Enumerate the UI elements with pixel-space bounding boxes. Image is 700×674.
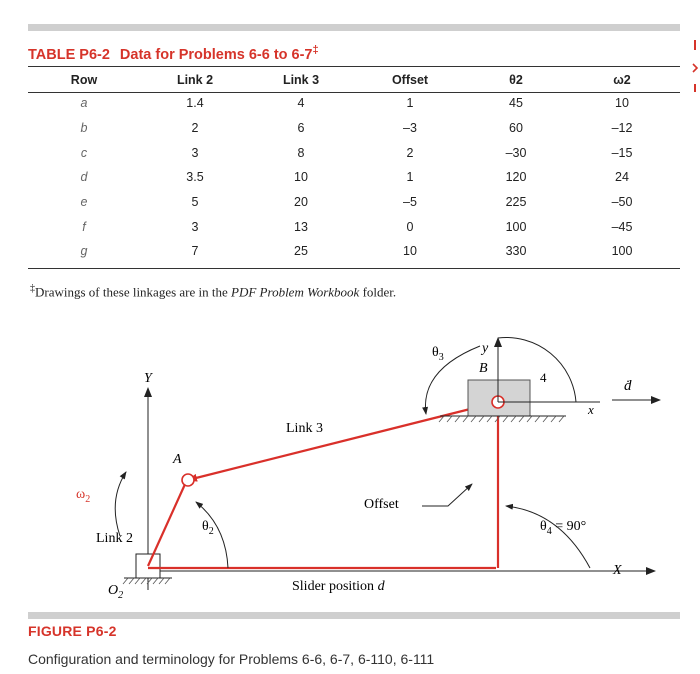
- row-label-cell: e: [80, 195, 88, 210]
- theta3-label-sub: 3: [438, 352, 444, 363]
- omega2-arrow: [115, 472, 126, 536]
- table-title-text: Data for Problems 6-6 to 6-7: [119, 46, 313, 63]
- table-title: [28, 44, 319, 63]
- table-cell: 20: [294, 195, 308, 210]
- table-cell: 1: [406, 170, 414, 185]
- omega2-label-sub: 2: [85, 494, 91, 505]
- top-rule-bar: [28, 24, 680, 31]
- table-cell: 10: [615, 96, 629, 111]
- table-cell: 120: [505, 170, 527, 185]
- theta2-label: [202, 519, 214, 537]
- table-title-mark: ‡: [312, 44, 319, 56]
- table-cell: 45: [509, 96, 523, 111]
- joint-a: [182, 474, 194, 486]
- link-3: [188, 402, 498, 480]
- table-cell: 1: [406, 96, 414, 111]
- table-cell: –30: [505, 145, 527, 160]
- omega2-label-main: ω: [76, 487, 86, 502]
- table-row: [28, 116, 680, 141]
- row-label-cell: a: [80, 96, 88, 111]
- link4-label: 4: [540, 370, 547, 385]
- table-cell: 60: [509, 121, 523, 136]
- table-cell: –3: [403, 121, 417, 136]
- footnote-text-after: folder.: [359, 284, 397, 300]
- theta4-label-main: θ: [540, 519, 547, 534]
- o2-label: [108, 583, 123, 601]
- table-cell: 5: [191, 195, 199, 210]
- table-row: [28, 140, 680, 165]
- table-cell: 3: [191, 219, 199, 234]
- table-cell: 330: [505, 244, 527, 259]
- table-cell: –50: [611, 195, 633, 210]
- omega2-label: [76, 487, 90, 505]
- table-row: [28, 91, 680, 116]
- theta4-label: [540, 519, 586, 537]
- footnote-text-before: Drawings of these linkages are in the: [35, 284, 232, 300]
- figure-label: FIGURE P6-2: [28, 623, 117, 639]
- header-offset: Offset: [391, 72, 429, 87]
- page-edge-marks: [690, 40, 700, 100]
- table-cell: 2: [191, 121, 199, 136]
- table-header-row: [28, 68, 680, 91]
- header-link2: Link 2: [176, 72, 214, 87]
- table-cell: –45: [611, 219, 633, 234]
- joint-b-label: B: [479, 361, 488, 376]
- table-cell: 10: [403, 244, 417, 259]
- slider-position-text: Slider position: [292, 579, 378, 594]
- table-cell: 100: [611, 244, 633, 259]
- y-axis-label: Y: [144, 371, 152, 386]
- table-cell: 7: [191, 244, 199, 259]
- theta4-label-sub: 4: [546, 526, 552, 537]
- table-cell: 8: [297, 145, 305, 160]
- header-row: Row: [70, 72, 98, 87]
- table-cell: –15: [611, 145, 633, 160]
- table-cell: 1.4: [186, 96, 204, 111]
- local-y-label: y: [482, 341, 489, 356]
- table-top-rule: [28, 66, 680, 67]
- table-row: [28, 190, 680, 215]
- table-cell: –12: [611, 121, 633, 136]
- link3-label: Link 3: [286, 421, 323, 436]
- table-cell: 24: [615, 170, 629, 185]
- slider-position-d: d: [377, 579, 385, 594]
- table-cell: 4: [297, 96, 305, 111]
- row-label-cell: b: [80, 121, 88, 136]
- theta4-arc: [506, 506, 590, 568]
- row-label-cell: g: [80, 244, 88, 259]
- link-2: [148, 482, 186, 566]
- table-cell: 225: [505, 195, 527, 210]
- offset-label: Offset: [364, 497, 399, 512]
- table-cell: 13: [294, 219, 308, 234]
- table-label: TABLE P6-2: [28, 46, 110, 63]
- table-cell: 100: [505, 219, 527, 234]
- table-cell: –5: [403, 195, 417, 210]
- header-link3: Link 3: [282, 72, 320, 87]
- theta3-label-main: θ: [432, 345, 439, 360]
- header-omega2: ω2: [613, 72, 631, 87]
- table-bottom-rule: [28, 268, 680, 269]
- table-cell: 0: [406, 219, 414, 234]
- table-row: [28, 165, 680, 190]
- row-label-cell: d: [80, 170, 88, 185]
- row-label-cell: c: [80, 145, 88, 160]
- local-x-label: x: [588, 402, 594, 417]
- slider-velocity-label: ḋ: [624, 378, 632, 394]
- offset-leader: [422, 484, 472, 506]
- table-row: [28, 214, 680, 239]
- footnote-mark: ‡: [30, 283, 35, 294]
- o2-label-main: O: [108, 583, 119, 598]
- data-table: [28, 68, 680, 264]
- theta3-label: [432, 345, 444, 363]
- theta4-label-value: = 90°: [551, 519, 587, 534]
- table-cell: 25: [294, 244, 308, 259]
- x-axis-label: X: [613, 563, 622, 578]
- joint-a-label: A: [173, 452, 182, 467]
- figure-caption: Configuration and terminology for Problems 6-6, 6-7, 6-110, 6-111: [28, 651, 435, 667]
- table-cell: 10: [294, 170, 308, 185]
- theta2-label-main: θ: [202, 519, 209, 534]
- table-row: [28, 239, 680, 264]
- table-cell: 3: [191, 145, 199, 160]
- footnote-text-italic: PDF Problem Workbook: [231, 284, 360, 300]
- row-label-cell: f: [82, 219, 86, 234]
- slider-position-label: [292, 579, 386, 594]
- header-theta2: θ2: [509, 72, 523, 87]
- table-footnote: [30, 283, 396, 300]
- table-cell: 6: [297, 121, 305, 136]
- o2-label-sub: 2: [118, 590, 124, 601]
- table-cell: 2: [406, 145, 414, 160]
- bottom-rule-bar: [28, 612, 680, 619]
- linkage-figure: [0, 300, 700, 610]
- link2-label: Link 2: [96, 531, 133, 546]
- theta2-label-sub: 2: [208, 526, 214, 537]
- table-cell: 3.5: [186, 170, 204, 185]
